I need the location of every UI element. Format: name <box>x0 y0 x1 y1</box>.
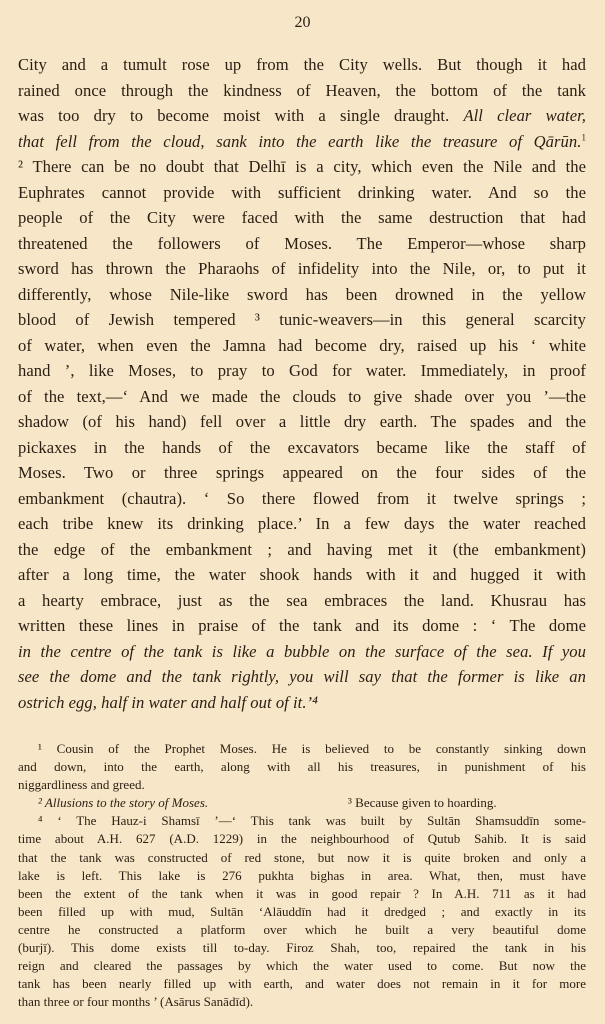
text-line: sword has thrown the Pharaohs of infidelity into the Nile, or, to put it <box>18 259 586 278</box>
italic-quote: in the centre of the tank is like a bubble on the surface of the sea. If you <box>18 641 586 661</box>
footnote-line: been the extent of the tank when it was in good repair ? In A.H. 711 as it had <box>18 885 586 901</box>
italic-quote: see the dome and the tank rightly, you will say that the former is like an <box>18 667 586 686</box>
text-line: ² There can be no doubt that Delhī is a city, which even the Nile and the <box>18 157 586 176</box>
footnote-line: ⁴ ‘ The Hauz-i Shamsī ’—‘ This tank was built by Sultān Shamsuddīn some- <box>38 813 586 829</box>
text-line: differently, whose Nile-like sword has been drowned in the yellow <box>18 284 586 304</box>
text-line: City and a tumult rose up from the City wells. But though it had <box>18 55 586 74</box>
text-segment: was too dry to become moist with a single draught. <box>18 106 464 125</box>
italic-quote: All clear water, <box>463 106 587 125</box>
footnote-line: than three or four months ’ (Asārus Sanādīd). <box>18 994 254 1010</box>
footnote-line: lake is left. This lake is 276 pukhta bighas in area. What, then, must have <box>18 867 586 883</box>
text-line: threatened the followers of Moses. The Emperor—whose sharp <box>18 233 586 253</box>
footnote-line: centre he constructed a platform over which he built a very beautiful dome <box>18 921 586 937</box>
footnote-line: been filled up with mud, Sultān ‘Alāuddīn had it dredged ; and exactly in its <box>18 903 586 919</box>
text-line: blood of Jewish tempered ³ tunic-weavers—in this general scarcity <box>18 310 586 329</box>
text-line: people of the City were faced with the same destruction that had <box>18 208 586 227</box>
footnote-ref: 1 <box>581 131 586 142</box>
text-line: of water, when even the Jamna had become dry, raised up his ‘ white <box>18 335 586 355</box>
footnote-line: (burjī). This dome exists till to-day. Firoz Shah, too, repaired the tank in his <box>18 940 586 956</box>
text-line: the edge of the embankment ; and having met it (the embankment) <box>18 539 586 559</box>
text-line: embankment (chautra). ‘ So there flowed from it twelve springs ; <box>18 488 586 508</box>
footnote-2-text: ² Allusions to the story of Moses. <box>38 795 209 811</box>
text-line <box>18 690 586 716</box>
footnote-line <box>18 794 586 812</box>
page-number: 20 <box>294 14 311 31</box>
footnote-line: that the tank was constructed of red stone, but now it is quite broken and only a <box>18 849 586 865</box>
text-line: hand ’, like Moses, to pray to God for water. Immediately, in proof <box>18 361 586 380</box>
text-line: shadow (of his hand) fell over a little dry earth. The spades and the <box>18 412 586 431</box>
text-line <box>18 664 586 690</box>
text-line: after a long time, the water shook hands with it and hugged it with <box>18 565 586 584</box>
text-line: written these lines in praise of the tank and its dome : ‘ The dome <box>18 616 586 635</box>
text-line <box>18 103 586 129</box>
footnote-line: reign and cleared the passages by which the water used to come. But now the <box>18 958 586 974</box>
footnote-line: niggardliness and greed. <box>18 777 145 793</box>
text-line: a hearty embrace, just as the sea embraces the land. Khusrau has <box>18 590 586 610</box>
text-line <box>18 129 586 155</box>
footnote-line: time about A.H. 627 (A.D. 1229) in the neighbourhood of Qutub Sahib. It is said <box>18 831 586 847</box>
footnote-2 <box>38 794 348 812</box>
main-text <box>18 52 586 715</box>
text-line: pickaxes in the hands of the excavators became like the staff of <box>18 437 586 457</box>
text-line: Moses. Two or three springs appeared on the four sides of the <box>18 463 586 482</box>
footnote-line: and down, into the earth, along with all his treasures, in punishment of his <box>18 759 586 775</box>
text-line: Euphrates cannot provide with sufficient drinking water. And so the <box>18 182 586 202</box>
footnote-line: tank has been nearly filled up with earth, and water does not remain in it for more <box>18 976 586 992</box>
footnotes <box>18 740 586 1011</box>
footnote-line: ¹ Cousin of the Prophet Moses. He is believed to be constantly sinking down <box>38 741 586 756</box>
italic-quote: ostrich egg, half in water and half out of it.’⁴ <box>18 692 318 712</box>
footnote-3: ³ Because given to hoarding. <box>348 795 497 811</box>
text-line: rained once through the kindness of Heaven, the bottom of the tank <box>18 80 586 100</box>
text-line: each tribe knew its drinking place.’ In a few days the water reached <box>18 514 586 533</box>
text-line <box>18 639 586 665</box>
text-line: of the text,—‘ And we made the clouds to give shade over you ’—the <box>18 386 586 406</box>
italic-quote: that fell from the cloud, sank into the earth like the treasure of Qārūn. <box>18 131 582 151</box>
